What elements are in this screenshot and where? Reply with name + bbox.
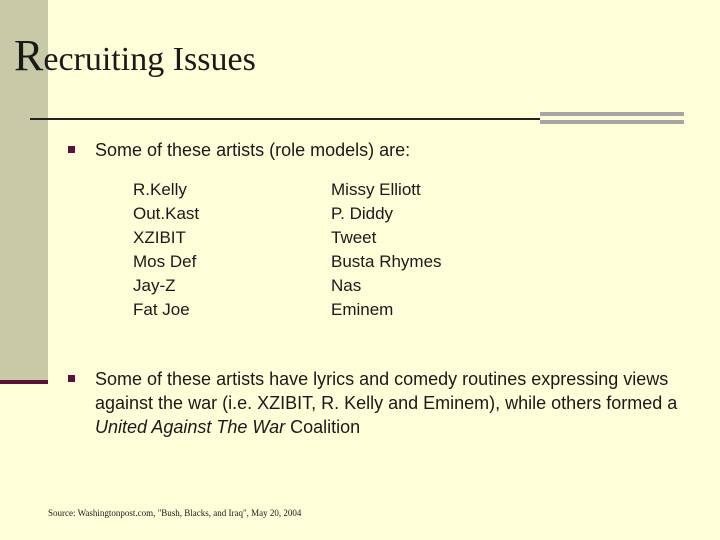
- source-citation: Source: Washingtonpost.com, "Bush, Blacks, and Iraq", May 20, 2004: [48, 508, 302, 518]
- artist-list-left: [133, 178, 199, 322]
- artist-name: Tweet: [331, 228, 377, 247]
- artist-name: Eminem: [331, 300, 394, 319]
- title-accent-line-top: [540, 112, 684, 116]
- artist-name: Nas: [331, 276, 362, 295]
- square-bullet-icon: [68, 146, 75, 153]
- slide-title: [14, 31, 256, 80]
- side-accent-bar-mark: [0, 380, 48, 384]
- bullet-text: Some of these artists (role models) are:: [95, 140, 411, 160]
- artist-name: Missy Elliott: [331, 180, 421, 199]
- title-underline: [30, 118, 540, 120]
- title-rest: ecruiting Issues: [43, 41, 256, 78]
- bullet-war-views: [68, 367, 698, 439]
- bullet-text-end: Coalition: [285, 417, 361, 437]
- bullet-artists-intro: [68, 138, 688, 162]
- artist-name: Mos Def: [133, 252, 197, 271]
- title-initial: R: [14, 31, 44, 80]
- artist-name: Jay-Z: [133, 276, 176, 295]
- artist-name: Out.Kast: [133, 204, 200, 223]
- artist-name: Busta Rhymes: [331, 252, 442, 271]
- artist-name: R.Kelly: [133, 180, 187, 199]
- coalition-name: United Against The War: [95, 417, 286, 437]
- artist-name: XZIBIT: [133, 228, 186, 247]
- bullet-text: [68, 367, 698, 439]
- artist-name: Fat Joe: [133, 300, 190, 319]
- artist-list-right: [331, 178, 442, 322]
- square-bullet-icon: [68, 375, 75, 382]
- artist-name: P. Diddy: [331, 204, 394, 223]
- bullet-text-start: Some of these artists have lyrics and comedy routines expressing views against the war (i.e. XZIBIT, R. Kelly and Eminem), while others formed a: [95, 369, 678, 413]
- title-accent-line-bottom: [540, 120, 684, 124]
